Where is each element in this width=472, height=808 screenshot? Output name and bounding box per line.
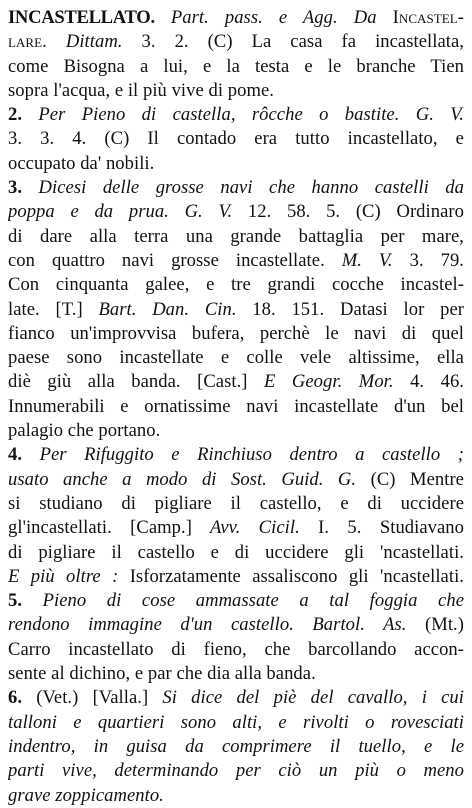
entry-line <box>8 249 464 273</box>
italic-text: rendono immagine d'un castello. <box>8 614 294 636</box>
entry-line <box>8 298 464 322</box>
entry-line <box>8 468 464 492</box>
body-text: 18. 151. Datasi lor per <box>236 298 464 320</box>
sense-number: 3. <box>8 177 23 199</box>
body-text: 4. 46. <box>393 371 464 393</box>
italic-text: Guid. G. <box>266 468 357 490</box>
body-text: (C) Mentre <box>356 468 464 490</box>
body-text: come Bisogna a lui, e la testa e le branche Tien <box>8 55 464 77</box>
body-text: (Vet.) [Valla.] <box>22 687 149 709</box>
italic-text: grave zoppicamento. <box>8 784 164 806</box>
italic-text: G. V. <box>168 201 233 223</box>
italic-text: parti vive, determinando per ciò un più o meno <box>8 760 464 782</box>
italic-text: Part. pass. e Agg. <box>154 7 338 28</box>
entry-line <box>8 784 464 808</box>
entry-line <box>8 30 464 54</box>
body-text: sopra l'acqua, e il più vive di pome. <box>8 79 274 101</box>
italic-text: Dicesi delle grosse navi che hanno castelli da <box>22 177 464 199</box>
entry-line <box>8 589 464 613</box>
body-text: di pigliare il castello e di uccidere gli 'ncastellati. <box>8 541 464 563</box>
italic-text: indentro, in guisa da comprimere il tuello, e le <box>8 735 464 757</box>
italic-text: talloni e quartieri sono alti, e rivolti o rovesciati <box>8 711 464 733</box>
cross-reference: lare. <box>8 31 47 53</box>
italic-text: M. V. <box>324 249 393 271</box>
headword: INCASTELLATO. <box>8 7 155 28</box>
body-text: Innumerabili e ornatissime navi incastellate d'un bel <box>8 395 464 417</box>
entry-line <box>8 79 464 103</box>
entry-line <box>8 541 464 565</box>
entry-line <box>8 6 464 30</box>
entry-line <box>8 711 464 735</box>
italic-text: poppa e da prua. <box>8 201 169 223</box>
body-text: si studiano di pigliare il castello, e di uccidere <box>8 492 464 514</box>
body-text: I. 5. Studiavano <box>299 517 464 539</box>
entry-line <box>8 686 464 710</box>
entry-line <box>8 443 464 467</box>
body-text: sente al dichino, e par che dia alla banda. <box>8 663 316 685</box>
entry-line <box>8 395 464 419</box>
entry-line <box>8 565 464 589</box>
entry-line <box>8 638 464 662</box>
italic-text: G. V. <box>399 104 464 126</box>
body-text: 12. 58. 5. (C) Ordinaro <box>232 201 464 223</box>
italic-text: Per Pieno di castella, rôcche o bastite. <box>22 104 400 126</box>
entry-line <box>8 55 464 79</box>
cross-reference: Incastel- <box>392 7 464 28</box>
sense-number: 2. <box>8 104 23 126</box>
body-text: Carro incastellato di fieno, che barcollando accon- <box>8 638 464 660</box>
italic-text: Dittam. <box>46 31 123 53</box>
italic-text: E Geogr. Mor. <box>247 371 394 393</box>
entry-line <box>8 516 464 540</box>
italic-text: E più oltre : <box>8 565 119 587</box>
body-text: 3. 3. 4. (C) Il contado era tutto incastellato, e <box>8 128 464 150</box>
body-text: (Mt.) <box>406 614 464 636</box>
entry-line <box>8 225 464 249</box>
body-text: di dare alla terra una grande battaglia per mare, <box>8 225 464 247</box>
italic-text: Bartol. As. <box>293 614 407 636</box>
body-text: con quattro navi grosse incastellate. <box>8 249 325 271</box>
italic-text: Bart. Dan. Cin. <box>82 298 237 320</box>
italic-text: Per Rifuggito e Rinchiuso dentro a castello ; <box>22 444 464 466</box>
entry-line <box>8 419 464 443</box>
entry-line <box>8 322 464 346</box>
sense-number: 5. <box>8 590 23 612</box>
entry-line <box>8 176 464 200</box>
body-text: Isforzatamente assaliscono gli 'ncastellati. <box>118 565 464 587</box>
entry-line <box>8 200 464 224</box>
body-text: late. [T.] <box>8 298 83 320</box>
entry-line <box>8 152 464 176</box>
entry-line <box>8 103 464 127</box>
body-text: paese sono incastellate e colle vele altissime, ella <box>8 347 464 369</box>
italic-text: Avv. Cicil. <box>191 517 300 539</box>
italic-text: usato anche a modo di Sost. <box>8 468 267 490</box>
body-text: fianco un'improvvisa bufera, perchè le navi di quel <box>8 322 464 344</box>
body-text: palagio che portano. <box>8 420 161 442</box>
entry-line <box>8 127 464 151</box>
entry-line <box>8 492 464 516</box>
italic-text: Si dice del piè del cavallo, i cui <box>148 687 464 709</box>
italic-text: Da <box>337 7 393 28</box>
italic-text: Pieno di cose ammassate a tal foggia che <box>22 590 464 612</box>
body-text: Con cinquanta galee, e tre grandi cocche incastel- <box>8 274 464 296</box>
sense-number: 4. <box>8 444 23 466</box>
body-text: 3. 79. <box>392 249 464 271</box>
entry-line <box>8 370 464 394</box>
entry-line <box>8 273 464 297</box>
body-text: occupato da' nobili. <box>8 152 155 174</box>
entry-line <box>8 759 464 783</box>
body-text: 3. 2. (C) La casa fa incastellata, <box>122 31 464 53</box>
body-text: gl'incastellati. [Camp.] <box>8 517 192 539</box>
body-text: diè giù alla banda. [Cast.] <box>8 371 248 393</box>
entry-line <box>8 346 464 370</box>
entry-line <box>8 613 464 637</box>
sense-number: 6. <box>8 687 23 709</box>
entry-line <box>8 735 464 759</box>
entry-line <box>8 662 464 686</box>
